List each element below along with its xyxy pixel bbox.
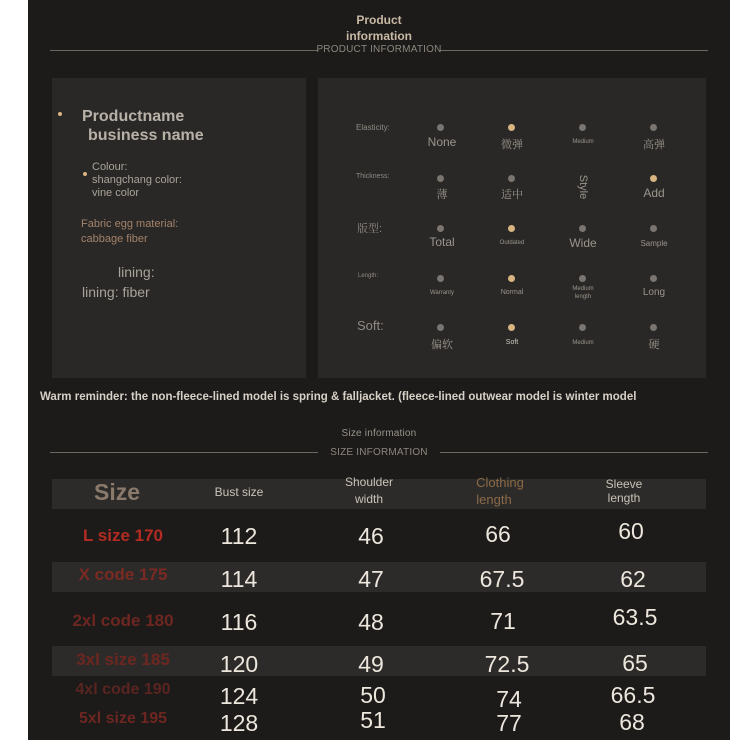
bust-cell: 128 [219, 710, 259, 736]
bust-cell: 112 [220, 523, 258, 549]
option-dot [579, 225, 586, 232]
option-dot-selected [508, 225, 515, 232]
option-dot-selected [508, 124, 515, 131]
attr-label-fit: 版型: [357, 223, 383, 235]
attr-label-soft: Soft: [357, 318, 384, 333]
option-label: Sample [640, 239, 668, 248]
product-info-panel [52, 78, 306, 378]
option-label: 适中 [501, 189, 523, 201]
section-title-product-line2: information [346, 29, 412, 43]
option-label: Wide [569, 236, 597, 250]
option-label: 偏软 [431, 339, 453, 351]
option-label: Soft [505, 339, 519, 346]
clothing-cell: 77 [496, 710, 522, 736]
size-cell: L size 170 [82, 526, 164, 545]
header-sleeve-line2: length [607, 491, 641, 505]
clothing-cell: 71 [490, 608, 516, 634]
size-cell: 3xl size 185 [76, 650, 170, 669]
size-cell: 5xl size 195 [78, 710, 168, 727]
sleeve-cell: 65 [622, 650, 648, 676]
option-dot [579, 275, 586, 282]
attr-label-length: Length: [358, 273, 379, 279]
bullet-icon [58, 112, 62, 116]
option-dot [437, 175, 444, 182]
option-label: Add [643, 186, 665, 200]
sleeve-cell: 68 [619, 709, 645, 735]
fabric-value: cabbage fiber [81, 233, 148, 245]
option-label: None [427, 135, 457, 149]
size-cell: 2xl code 180 [72, 611, 174, 630]
sleeve-cell: 62 [620, 566, 646, 592]
option-dot [579, 324, 586, 331]
colour-value-line2: vine color [92, 187, 140, 199]
option-label: 薄 [436, 189, 448, 201]
header-size: Size [93, 479, 141, 505]
option-dot [650, 124, 657, 131]
option-dot-selected [508, 275, 515, 282]
option-label: Medium [572, 139, 594, 145]
colour-value-line1: shangchang color: [92, 174, 182, 186]
shoulder-cell: 49 [358, 651, 384, 677]
option-dot [508, 175, 515, 182]
option-dot [437, 275, 444, 282]
warm-reminder: Warm reminder: the non-fleece-lined model is spring & falljacket. (fleece-lined outwear model is winter model [40, 391, 637, 403]
option-dot [579, 124, 586, 131]
option-dot [650, 324, 657, 331]
section-subtitle-product: PRODUCT INFORMATION [316, 44, 442, 55]
option-label: Total [429, 235, 455, 249]
shoulder-cell: 47 [358, 566, 384, 592]
option-label: Outdated [499, 240, 525, 246]
option-label: 硬 [648, 339, 660, 351]
shoulder-cell: 48 [358, 609, 384, 635]
header-clothing-line1: Clothing [476, 475, 524, 490]
product-name-line1: Productname [82, 108, 185, 125]
option-dot [437, 225, 444, 232]
option-label: Medium [572, 340, 594, 346]
fabric-label: Fabric egg material: [81, 218, 179, 230]
sleeve-cell: 63.5 [612, 604, 658, 630]
attr-label-elasticity: Elasticity: [356, 123, 390, 132]
option-dot [650, 225, 657, 232]
option-label: Long [642, 287, 666, 298]
colour-label: Colour: [92, 161, 128, 173]
header-clothing-line2: length [476, 492, 512, 507]
option-label: Normal [500, 289, 524, 296]
section-title-product-line1: Product [356, 13, 402, 27]
option-dot [437, 124, 444, 131]
option-dot [437, 324, 444, 331]
sleeve-cell: 66.5 [610, 682, 656, 708]
attr-label-thickness: Thickness: [356, 173, 390, 180]
shoulder-cell: 50 [360, 682, 386, 708]
product-detail-page [28, 0, 730, 740]
product-name-line2: business name [88, 127, 204, 144]
option-dot-selected [650, 175, 657, 182]
clothing-cell: 72.5 [484, 651, 530, 677]
bust-cell: 116 [220, 609, 258, 635]
section-subtitle-size: SIZE INFORMATION [330, 447, 428, 458]
header-sleeve-line1: Sleeve [605, 477, 643, 491]
option-dot-selected [508, 324, 515, 331]
option-label: Style [577, 174, 589, 200]
option-label: 微弹 [501, 139, 523, 151]
bust-cell: 114 [220, 566, 258, 592]
section-title-size: Size information [341, 428, 417, 439]
bust-cell: 124 [219, 683, 259, 709]
shoulder-cell: 46 [358, 523, 384, 549]
option-label: Warranty [429, 290, 455, 296]
clothing-cell: 66 [485, 521, 511, 547]
size-cell: X code 175 [78, 565, 168, 584]
bust-cell: 120 [219, 651, 259, 677]
option-dot [650, 275, 657, 282]
header-shoulder-line1: Shoulder [344, 475, 394, 489]
header-bust-size: Bust size [214, 485, 264, 499]
size-cell: 4xl code 190 [75, 681, 171, 698]
lining-label: lining: [118, 264, 155, 280]
header-shoulder-line2: width [354, 492, 384, 506]
clothing-cell: 67.5 [479, 566, 525, 592]
bullet-icon [83, 172, 87, 176]
option-label: Medium length [572, 286, 594, 300]
lining-value: lining: fiber [82, 284, 150, 300]
sleeve-cell: 60 [618, 518, 644, 544]
clothing-cell: 74 [496, 686, 522, 712]
shoulder-cell: 51 [360, 707, 386, 733]
option-label: 高弹 [643, 139, 665, 151]
